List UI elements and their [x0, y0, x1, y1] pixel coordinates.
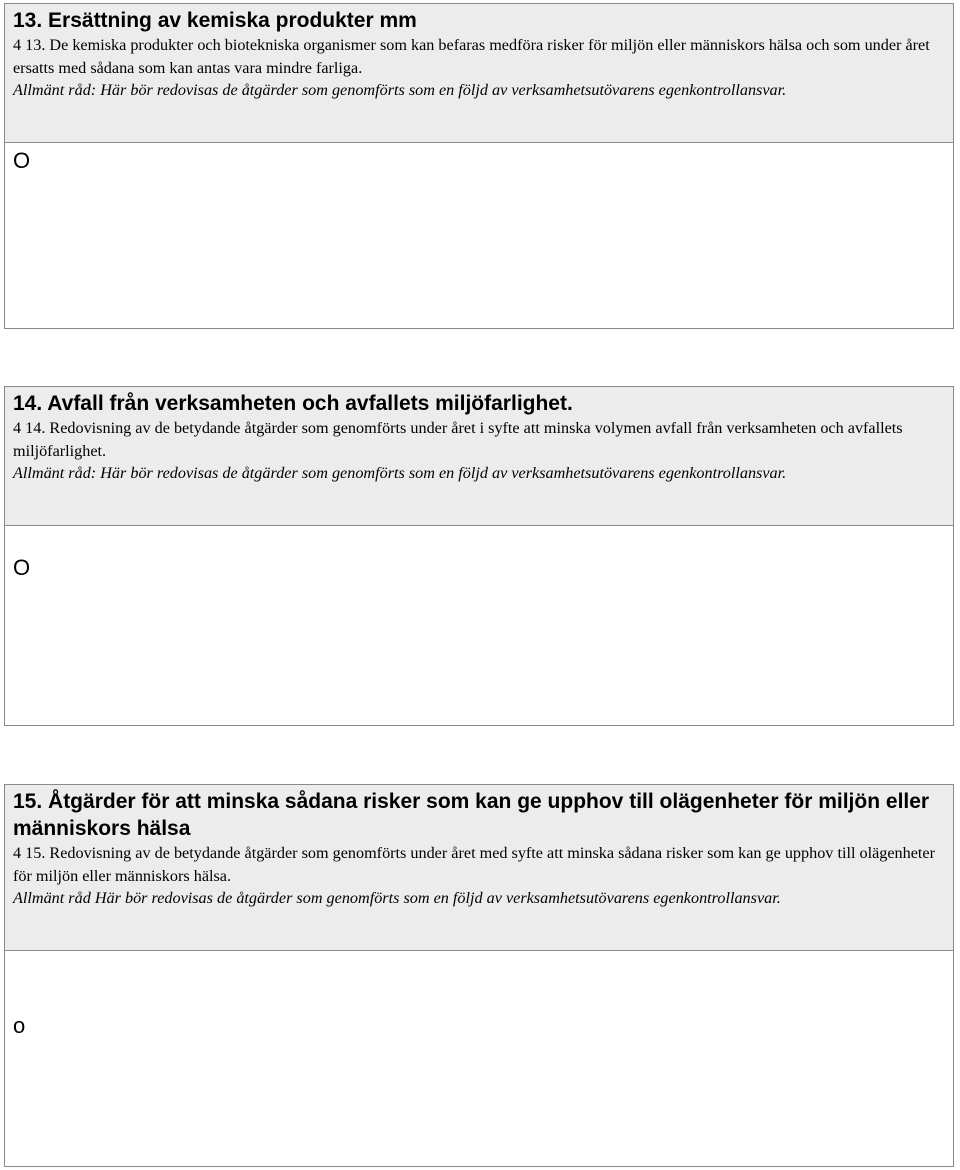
- section-15-body: 4 15. Redovisning av de betydande åtgärder som genomförts under året med syfte att minska sådana risker som kan ge upphov till olägenheter för miljön eller människors hälsa.: [13, 844, 935, 885]
- section-14-answer-field[interactable]: [4, 526, 954, 726]
- section-15-title: 15. Åtgärder för att minska sådana risker som kan ge upphov till olägenheter för miljön eller människors hälsa: [13, 790, 930, 840]
- section-13-body: 4 13. De kemiska produkter och biotekniska organismer som kan befaras medföra risker för miljön eller människors hälsa och som under året ersatts med sådana som kan antas vara mindre farliga.: [13, 36, 930, 77]
- section-15-answer-field[interactable]: [4, 951, 954, 1167]
- section-13-header: [4, 3, 954, 143]
- section-15-advice: Allmänt råd Här bör redovisas de åtgärder som genomförts som en följd av verksamhetsutövarens egenkontrollansvar.: [13, 889, 781, 907]
- section-13-title: 13. Ersättning av kemiska produkter mm: [13, 9, 417, 32]
- section-14-title: 14. Avfall från verksamheten och avfallets miljöfarlighet.: [13, 392, 573, 415]
- section-15-header: [4, 784, 954, 951]
- section-14-answer-text: O: [13, 555, 31, 580]
- section-14-header: [4, 386, 954, 526]
- section-14-body: 4 14. Redovisning av de betydande åtgärder som genomförts under året i syfte att minska volymen avfall från verksamheten och avfallets miljöfarlighet.: [13, 419, 903, 460]
- section-14-advice: Allmänt råd: Här bör redovisas de åtgärder som genomförts som en följd av verksamhetsutövarens egenkontrollansvar.: [13, 464, 787, 482]
- section-15-answer-text: o: [13, 1013, 26, 1038]
- section-13-advice: Allmänt råd: Här bör redovisas de åtgärder som genomförts som en följd av verksamhetsutövarens egenkontrollansvar.: [13, 81, 787, 99]
- section-13-answer-text: O: [13, 148, 31, 173]
- section-13-answer-field[interactable]: [4, 143, 954, 329]
